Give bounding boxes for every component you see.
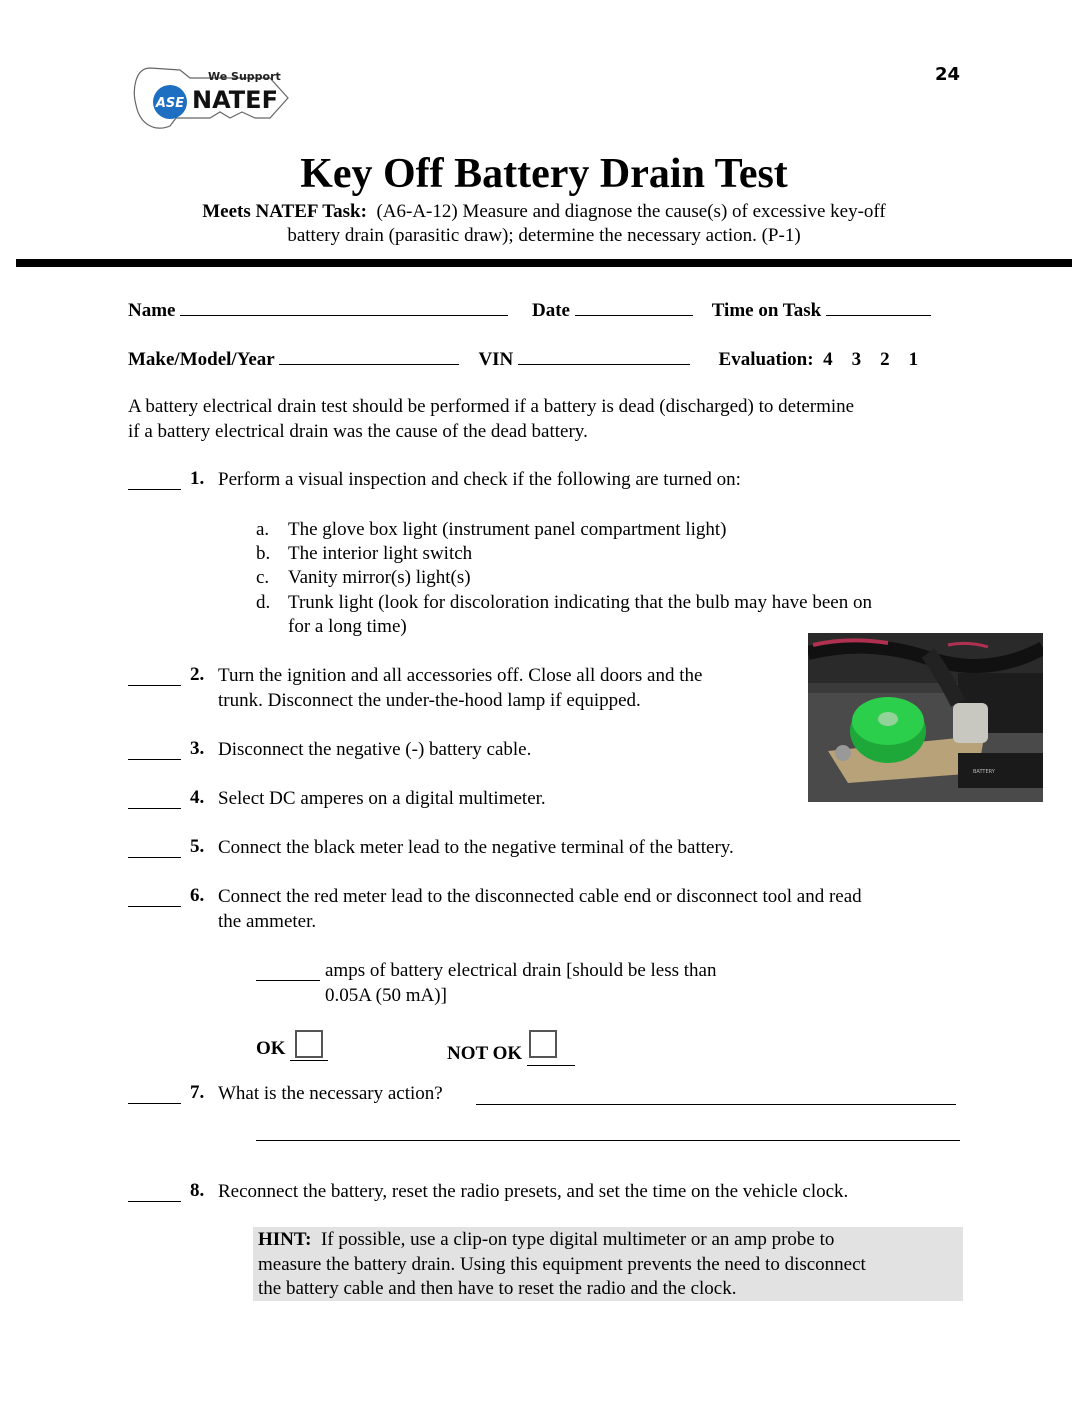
not-ok-checkbox[interactable] — [529, 1030, 557, 1058]
sub-item-d-cont — [256, 615, 407, 640]
sub-item-text: The interior light switch — [288, 543, 473, 564]
step-3-text: Disconnect the negative (-) battery cable. — [218, 739, 532, 760]
sub-item-a — [256, 518, 726, 543]
task-label: Meets NATEF Task: — [202, 201, 367, 222]
step-3-number: 3. — [190, 738, 205, 759]
step-4-text: Select DC amperes on a digital multimeter. — [218, 788, 546, 809]
ok-check-group — [256, 1030, 328, 1061]
task-description — [0, 200, 1088, 248]
hint-text — [258, 1228, 958, 1302]
make-model-year-field[interactable] — [279, 346, 459, 365]
sub-item-text: Vanity mirror(s) light(s) — [288, 567, 471, 588]
date-field[interactable] — [575, 297, 693, 316]
task-line-2: battery drain (parasitic draw); determine the necessary action. (P-1) — [287, 225, 801, 246]
ok-checkbox[interactable] — [295, 1030, 323, 1058]
step-6-number: 6. — [190, 885, 205, 906]
date-label: Date — [531, 300, 570, 321]
step-1-check-blank[interactable] — [128, 469, 181, 490]
step-6-text — [218, 885, 862, 934]
divider-rule — [16, 259, 1072, 267]
evaluation-option-1[interactable]: 1 — [908, 349, 919, 370]
step-7-number: 7. — [190, 1082, 205, 1103]
amps-measurement-note — [325, 959, 716, 1008]
sub-item-text: for a long time) — [288, 616, 407, 637]
page-title: Key Off Battery Drain Test — [300, 151, 788, 197]
evaluation-label: Evaluation: — [718, 349, 814, 370]
sub-item-letter: d. — [256, 592, 271, 613]
ok-label: OK — [256, 1038, 286, 1059]
logo-top-text: We Support — [208, 70, 281, 83]
sub-item-d — [256, 591, 872, 616]
header-row-2 — [128, 346, 918, 371]
logo-main-text: NATEF — [192, 86, 278, 114]
step-2-check-blank[interactable] — [128, 665, 181, 686]
battery-disconnect-photo — [808, 633, 1043, 802]
natef-logo — [130, 60, 295, 140]
sub-item-letter: b. — [256, 543, 271, 564]
step-2-text — [218, 664, 702, 713]
intro-paragraph — [128, 395, 854, 444]
hint-label: HINT: — [258, 1229, 312, 1250]
step-7-text: What is the necessary action? — [218, 1083, 443, 1104]
step-1-number: 1. — [190, 468, 205, 489]
sub-item-letter: c. — [256, 567, 270, 588]
intro-line-2: if a battery electrical drain was the cause of the dead battery. — [128, 420, 588, 442]
page-number: 24 — [935, 64, 961, 85]
step-2-line-2: trunk. Disconnect the under-the-hood lamp if equipped. — [218, 689, 641, 711]
not-ok-label: NOT OK — [447, 1043, 523, 1064]
svg-text:BATTERY: BATTERY — [973, 769, 995, 775]
step-7-check-blank[interactable] — [128, 1083, 181, 1104]
amps-reading-blank[interactable] — [256, 960, 320, 981]
step-8-number: 8. — [190, 1180, 205, 1201]
sub-item-letter: a. — [256, 519, 270, 540]
step-5-number: 5. — [190, 836, 205, 857]
hint-line-3: the battery cable and then have to reset the radio and the clock. — [258, 1278, 737, 1299]
not-ok-check-group — [447, 1030, 575, 1066]
evaluation-option-3[interactable]: 3 — [851, 349, 862, 370]
necessary-action-field-1[interactable] — [476, 1085, 956, 1105]
step-2-line-1: Turn the ignition and all accessories off. Close all doors and the — [218, 665, 703, 686]
sub-item-text: Trunk light (look for discoloration indicating that the bulb may have been on — [288, 592, 872, 613]
measurement-line-2: 0.05A (50 mA)] — [325, 984, 447, 1006]
step-8-check-blank[interactable] — [128, 1181, 181, 1202]
time-on-task-field[interactable] — [826, 297, 931, 316]
header-row-1 — [128, 297, 931, 322]
intro-line-1: A battery electrical drain test should be performed if a battery is dead (discharged) to determine — [128, 396, 855, 417]
step-4-number: 4. — [190, 787, 205, 808]
step-5-check-blank[interactable] — [128, 837, 181, 858]
sub-item-c — [256, 566, 471, 591]
ok-check-line — [290, 1030, 328, 1061]
step-6-check-blank[interactable] — [128, 886, 181, 907]
sub-item-b — [256, 542, 472, 567]
evaluation-option-2[interactable]: 2 — [880, 349, 890, 370]
step-1-text: Perform a visual inspection and check if the following are turned on: — [218, 469, 741, 490]
name-field[interactable] — [180, 297, 508, 316]
hint-line-1: If possible, use a clip-on type digital multimeter or an amp probe to — [320, 1229, 835, 1250]
vin-label: VIN — [478, 349, 514, 370]
task-line-1: (A6-A-12) Measure and diagnose the cause(s) of excessive key-off — [376, 201, 886, 222]
vin-field[interactable] — [518, 346, 690, 365]
sub-item-text: The glove box light (instrument panel compartment light) — [288, 519, 727, 540]
svg-text:ASE: ASE — [155, 96, 185, 111]
evaluation-option-4[interactable]: 4 — [823, 349, 833, 370]
step-2-number: 2. — [190, 664, 205, 685]
step-6-line-1: Connect the red meter lead to the disconnected cable end or disconnect tool and read — [218, 886, 862, 907]
time-on-task-label: Time on Task — [711, 300, 822, 321]
step-4-check-blank[interactable] — [128, 788, 181, 809]
measurement-line-1: amps of battery electrical drain [should be less than — [325, 960, 717, 981]
hint-line-2: measure the battery drain. Using this equipment prevents the need to disconnect — [258, 1253, 866, 1275]
step-5-text: Connect the black meter lead to the negative terminal of the battery. — [218, 837, 734, 858]
not-ok-check-line — [527, 1030, 575, 1066]
make-model-year-label: Make/Model/Year — [128, 349, 275, 370]
step-3-check-blank[interactable] — [128, 739, 181, 760]
step-6-line-2: the ammeter. — [218, 910, 317, 932]
name-label: Name — [128, 300, 176, 321]
step-8-text: Reconnect the battery, reset the radio presets, and set the time on the vehicle clock. — [218, 1181, 849, 1202]
necessary-action-field-2[interactable] — [256, 1121, 960, 1141]
